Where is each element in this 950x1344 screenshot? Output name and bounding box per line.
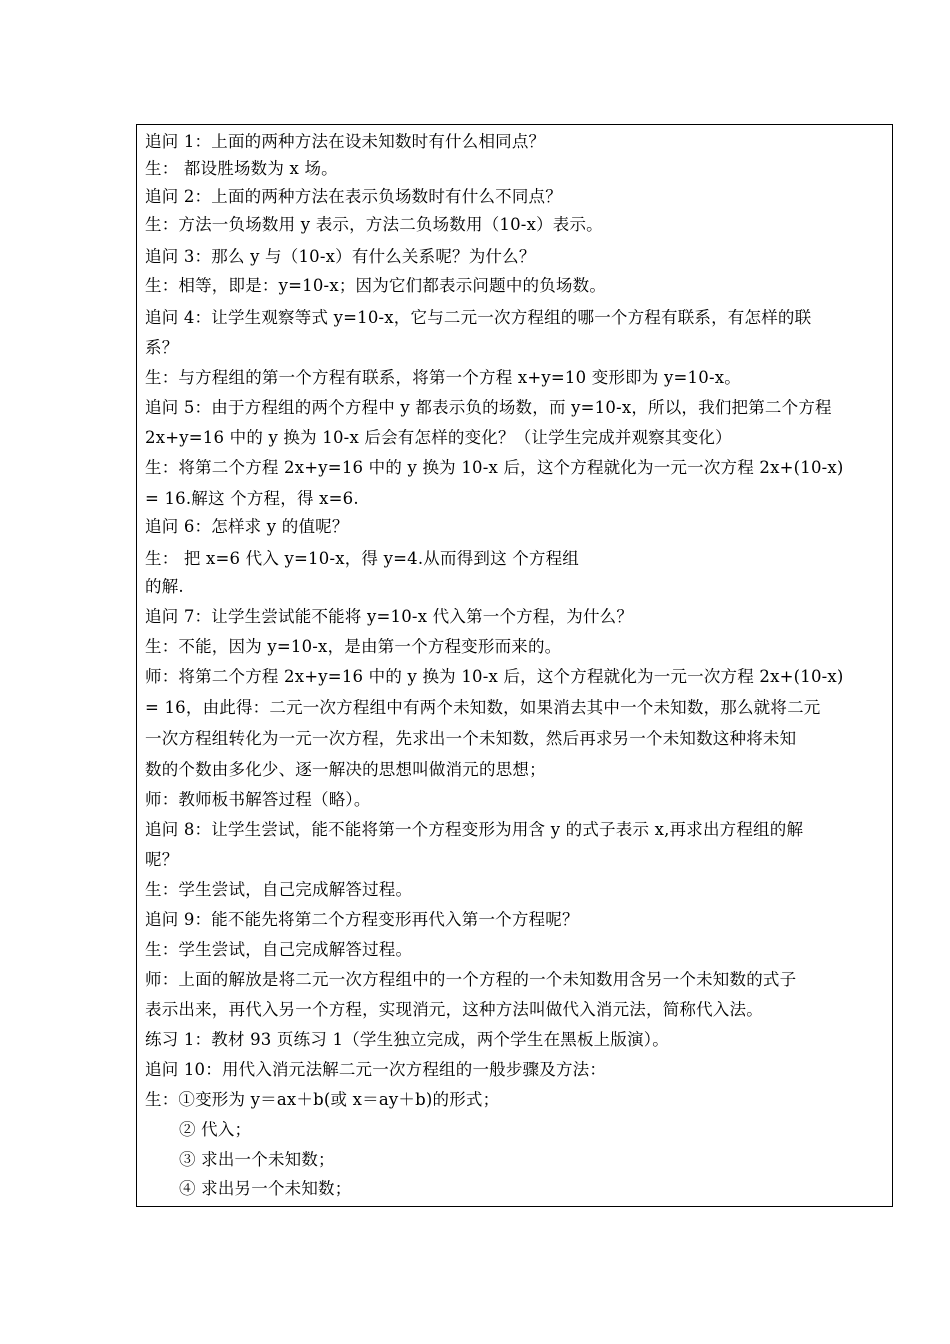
text-line: 生：相等，即是：y=10-x；因为它们都表示问题中的负场数。	[145, 276, 607, 295]
text-line: 师：上面的解放是将二元一次方程组中的一个方程的一个未知数用含另一个未知数的式子	[145, 970, 797, 989]
text-line: 生：将第二个方程 2x+y=16 中的 y 换为 10-x 后，这个方程就化为一元一次方程 2x+(10-x)	[145, 458, 844, 477]
text-line: 师：将第二个方程 2x+y=16 中的 y 换为 10-x 后，这个方程就化为一元一次方程 2x+(10-x)	[145, 667, 844, 686]
step-item: ④ 求出另一个未知数；	[179, 1179, 352, 1198]
text-line: 追问 10：用代入消元法解二元一次方程组的一般步骤及方法：	[145, 1060, 607, 1079]
text-line: 练习 1：教材 93 页练习 1（学生独立完成，两个学生在黑板上版演）。	[145, 1030, 669, 1049]
text-line: 生：①变形为 y＝ax＋b(或 x＝ay＋b)的形式；	[145, 1090, 500, 1109]
text-line: 生：学生尝试，自己完成解答过程。	[145, 880, 413, 899]
text-line: 一次方程组转化为一元一次方程，先求出一个未知数，然后再求另一个未知数这种将未知	[145, 729, 797, 748]
text-line: 的解.	[145, 577, 184, 596]
text-line: 追问 9：能不能先将第二个方程变形再代入第一个方程呢？	[145, 910, 579, 929]
text-line: 系？	[145, 338, 179, 357]
text-line: 生： 都设胜场数为 x 场。	[145, 159, 338, 178]
text-line: 追问 8：让学生尝试，能不能将第一个方程变形为用含 y 的式子表示 x,再求出方程组的解	[145, 820, 804, 839]
text-line: 2x+y=16 中的 y 换为 10-x 后会有怎样的变化？（让学生完成并观察其变化）	[145, 428, 732, 447]
text-line: 生：不能，因为 y=10-x，是由第一个方程变形而来的。	[145, 637, 562, 656]
text-line: 追问 7：让学生尝试能不能将 y=10-x 代入第一个方程，为什么？	[145, 607, 634, 626]
text-line: 生：方法一负场数用 y 表示，方法二负场数用（10-x）表示。	[145, 215, 603, 234]
text-line: 追问 1：上面的两种方法在设未知数时有什么相同点？	[145, 132, 546, 151]
text-line: 生： 把 x=6 代入 y=10-x，得 y=4.从而得到这 个方程组	[145, 549, 580, 568]
text-line: 追问 3：那么 y 与（10-x）有什么关系呢？为什么？	[145, 247, 536, 266]
text-line: 生：与方程组的第一个方程有联系，将第一个方程 x+y=10 变形即为 y=10-x。	[145, 368, 741, 387]
text-line: 数的个数由多化少、逐一解决的思想叫做消元的思想；	[145, 760, 546, 779]
text-line: 表示出来，再代入另一个方程，实现消元，这种方法叫做代入消元法，简称代入法。	[145, 1000, 763, 1019]
text-line: 追问 5：由于方程组的两个方程中 y 都表示负的场数，而 y=10-x，所以，我们把第二个方程	[145, 398, 832, 417]
text-line: = 16.解这 个方程，得 x=6.	[145, 489, 359, 508]
text-line: 追问 4：让学生观察等式 y=10-x，它与二元一次方程组的哪一个方程有联系，有怎样的联	[145, 308, 812, 327]
step-item: ② 代入；	[179, 1120, 252, 1139]
text-line: = 16，由此得：二元一次方程组中有两个未知数，如果消去其中一个未知数，那么就将二元	[145, 698, 821, 717]
text-line: 追问 2：上面的两种方法在表示负场数时有什么不同点？	[145, 187, 562, 206]
text-line: 追问 6：怎样求 y 的值呢？	[145, 517, 349, 536]
text-line: 师：教师板书解答过程（略）。	[145, 790, 371, 809]
text-line: 呢？	[145, 850, 179, 869]
text-line: 生：学生尝试，自己完成解答过程。	[145, 940, 413, 959]
step-item: ③ 求出一个未知数；	[179, 1150, 335, 1169]
